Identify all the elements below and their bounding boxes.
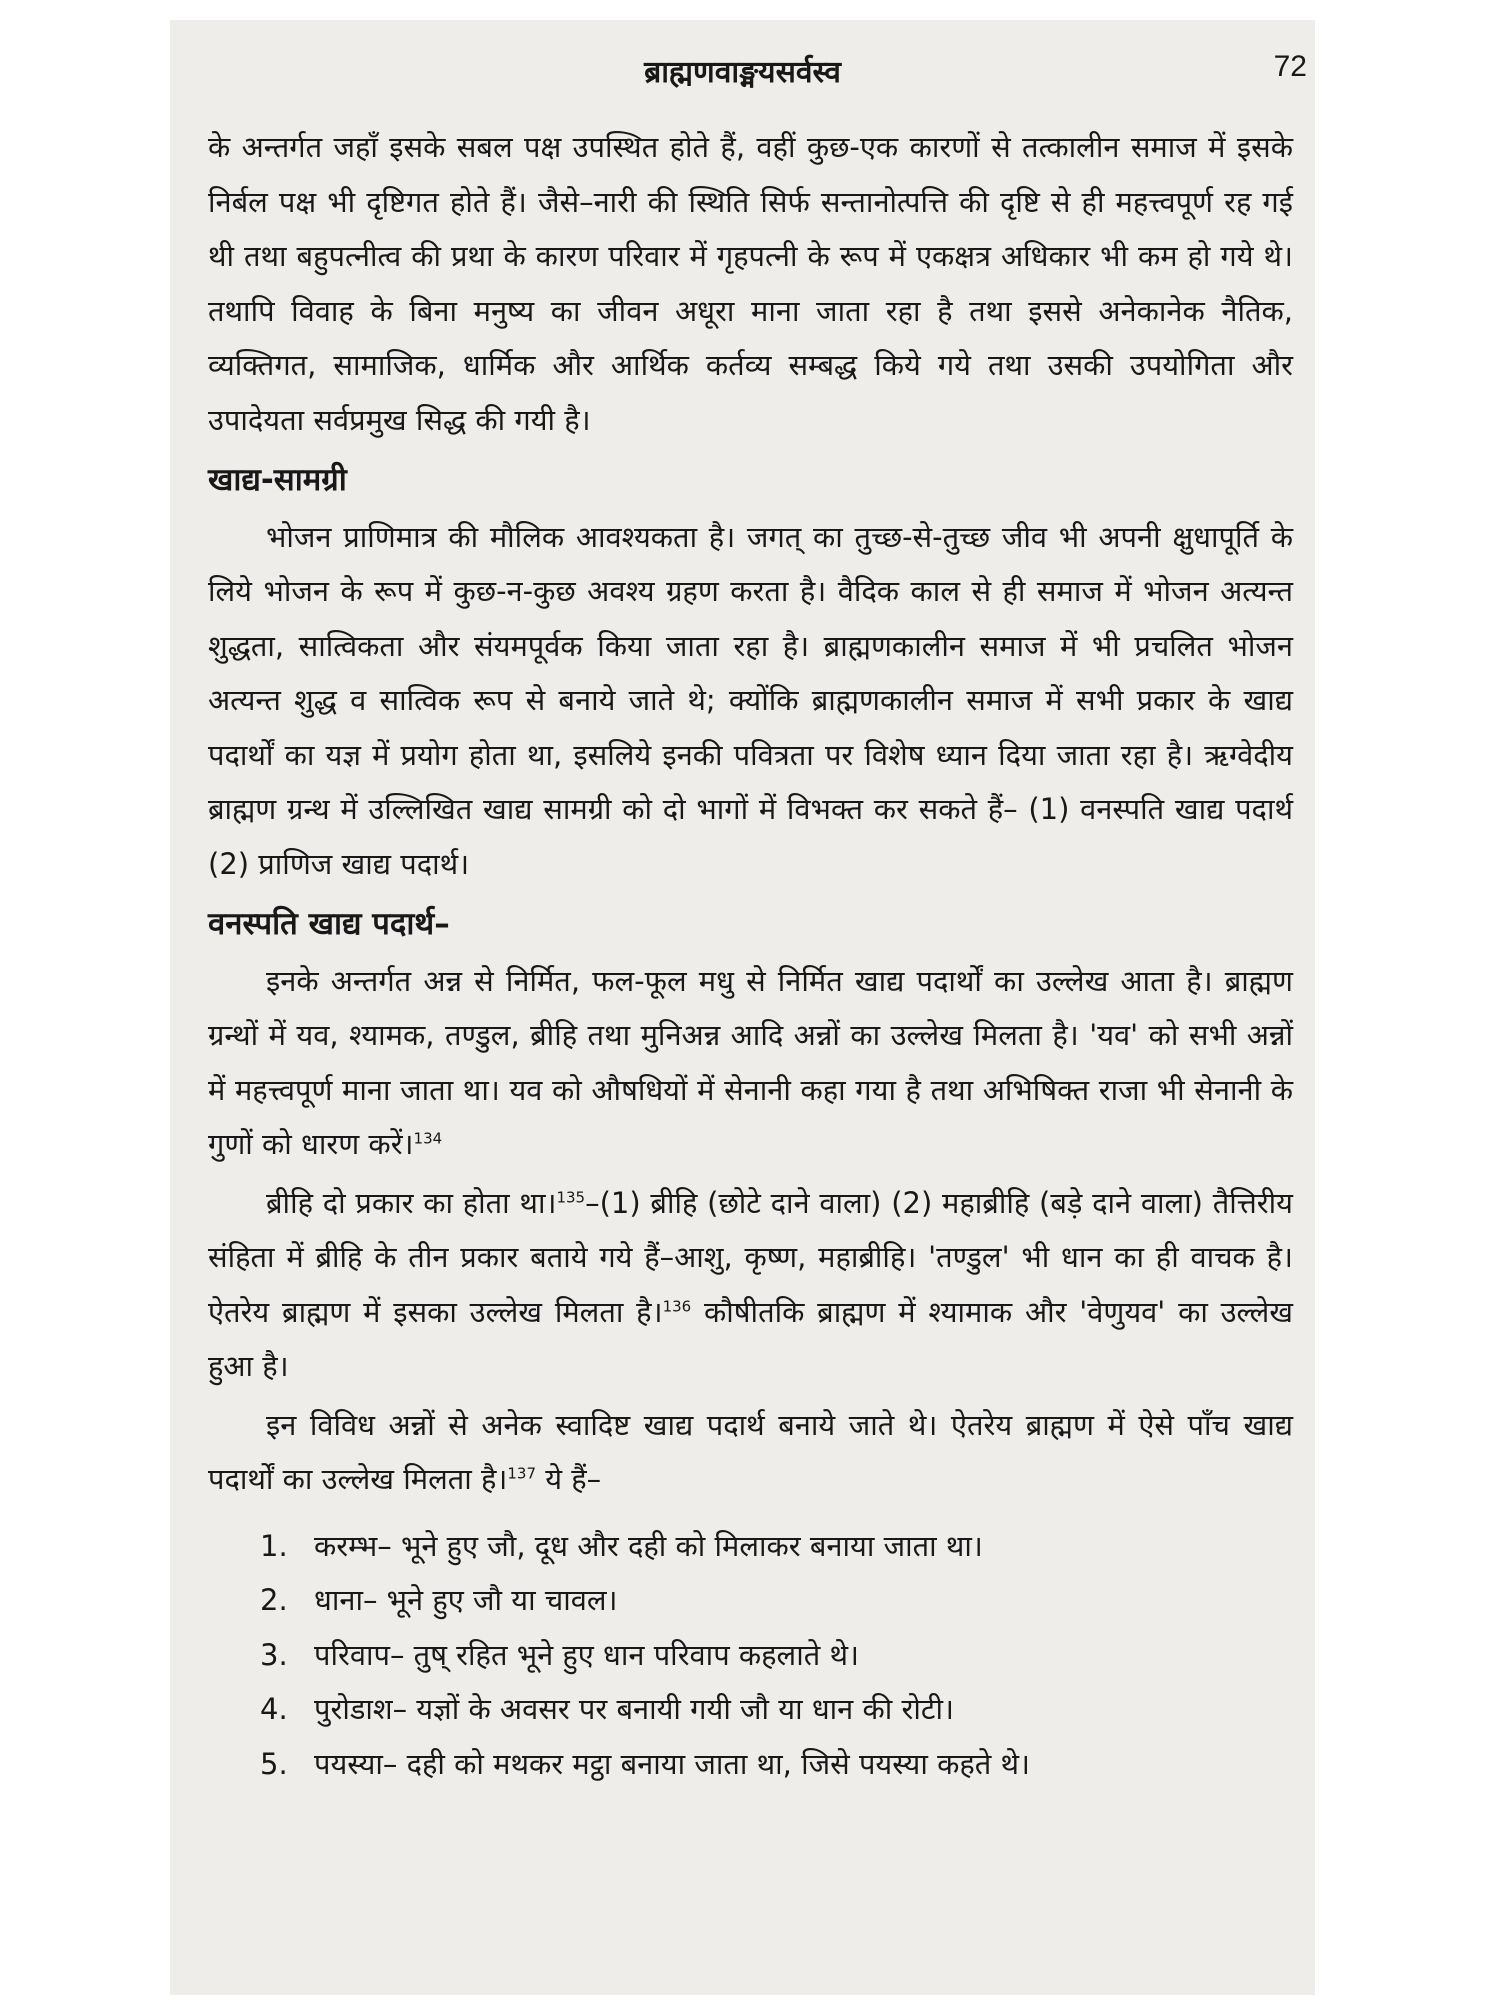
list-item-number: 4. [260, 1692, 288, 1726]
list-item [260, 1628, 1293, 1683]
running-head [170, 50, 1315, 106]
paragraph-text: कौषीतकि ब्राह्मण में श्यामाक और 'वेणुयव' का उल्लेख हुआ है। [208, 1294, 1294, 1383]
list-item-number: 1. [260, 1528, 288, 1563]
vegetable-paragraph-2 [208, 1176, 1293, 1394]
intro-paragraph: के अन्तर्गत जहाँ इसके सबल पक्ष उपस्थित होते हैं, वहीं कुछ-एक कारणों से तत्कालीन समाज में इसके निर्बल पक्ष भी दृष्टिगत होते हैं। जैसे–नारी की स्थिति सिर्फ सन्तानोत्पत्ति की दृष्टि से ही महत्त्वपूर्ण रह गई थी तथा बहुपत्नीत्व की प्रथा के कारण परिवार में गृहपत्नी के रूप में एकक्षत्र अधिकार भी कम हो गये थे। तथापि विवाह के बिना मनुष्य का जीवन अधूरा माना जाता रहा है तथा इससे अनेकानेक नैतिक, व्यक्तिगत, सामाजिक, धार्मिक और आर्थिक कर्तव्य सम्बद्ध किये गये तथा उसकी उपयोगिता और उपादेयता सर्वप्रमुख सिद्ध की गयी है। [208, 130, 1293, 437]
paragraph-text: इन विविध अन्नों से अनेक स्वादिष्ट खाद्य पदार्थ बनाये जाते थे। ऐतरेय ब्राह्मण में ऐसे पाँच खाद्य पदार्थों का उल्लेख मिलता है। [208, 1407, 1293, 1496]
book-page [170, 20, 1315, 1995]
list-item-text: परिवाप– तुष् रहित भूने हुए धान परिवाप कहलाते थे। [314, 1637, 859, 1672]
list-item-text: पयस्या– दही को मथकर मट्ठा बनाया जाता था, जिसे पयस्या कहते थे। [314, 1746, 1031, 1781]
food-items-list [208, 1519, 1293, 1792]
footnote-ref-136: 136 [662, 1296, 692, 1315]
section-heading-food: खाद्य-सामग्री [208, 462, 347, 498]
page-body [208, 120, 1293, 1791]
paragraph-text: ये हैं– [536, 1462, 602, 1496]
vegetable-paragraph-1 [208, 954, 1293, 1172]
list-item-text: पुरोडाश– यज्ञों के अवसर पर बनायी गयी जौ या धान की रोटी। [314, 1692, 954, 1726]
footnote-ref-135: 135 [556, 1187, 586, 1206]
list-item [260, 1519, 1293, 1574]
list-item [260, 1573, 1293, 1628]
vegetable-paragraph-3 [208, 1398, 1293, 1507]
list-item-text: धाना– भूने हुए जौ या चावल। [314, 1583, 618, 1617]
paragraph-text: ब्रीहि दो प्रकार का होता था। [266, 1185, 557, 1220]
list-item-number: 5. [260, 1746, 288, 1781]
running-title: ब्राह्मणवाङ्मयसर्वस्व [644, 55, 841, 90]
list-item-number: 3. [260, 1637, 288, 1672]
paragraph-text: इनके अन्तर्गत अन्न से निर्मित, फल-फूल मधु से निर्मित खाद्य पदार्थों का उल्लेख आता है। ब्राह्मण ग्रन्थों में यव, श्यामक, तण्डुल, ब्रीहि तथा मुनिअन्न आदि अन्नों का उल्लेख मिलता है। 'यव' को सभी अन्नों में महत्त्वपूर्ण माना जाता था। यव को औषधियों में सेनानी कहा गया है तथा अभिषिक्त राजा भी सेनानी के गुणों को धारण करें। [208, 963, 1293, 1161]
food-paragraph: भोजन प्राणिमात्र की मौलिक आवश्यकता है। जगत् का तुच्छ-से-तुच्छ जीव भी अपनी क्षुधापूर्ति के लिये भोजन के रूप में कुछ-न-कुछ अवश्य ग्रहण करता है। वैदिक काल से ही समाज में भोजन अत्यन्त शुद्धता, सात्विकता और संयमपूर्वक किया जाता रहा है। ब्राह्मणकालीन समाज में भी प्रचलित भोजन अत्यन्त शुद्ध व सात्विक रूप से बनाये जाते थे; क्योंकि ब्राह्मणकालीन समाज में सभी प्रकार के खाद्य पदार्थों का यज्ञ में प्रयोग होता था, इसलिये इनकी पवित्रता पर विशेष ध्यान दिया जाता रहा है। ऋग्वेदीय ब्राह्मण ग्रन्थ में उल्लिखित खाद्य सामग्री को दो भागों में विभक्त कर सकते हैं– (1) वनस्पति खाद्य पदार्थ (2) प्राणिज खाद्य पदार्थ। [208, 519, 1293, 881]
list-item [260, 1682, 1293, 1737]
list-item-text: करम्भ– भूने हुए जौ, दूध और दही को मिलाकर बनाया जाता था। [314, 1528, 983, 1563]
list-item-number: 2. [260, 1583, 288, 1617]
footnote-ref-134: 134 [413, 1129, 443, 1148]
footnote-ref-137: 137 [507, 1464, 537, 1483]
paragraph-text: –(1) ब्रीहि (छोटे दाने वाला) (2) महाब्रीहि (बड़े दाने वाला) तैत्तिरीय संहिता में ब्रीहि के तीन प्रकार बताये गये हैं–आशु, कृष्ण, महाब्रीहि। 'तण्डुल' भी धान का ही वाचक है। ऐतरेय ब्राह्मण में इसका उल्लेख मिलता है। [208, 1185, 1293, 1329]
list-item [260, 1737, 1293, 1792]
section-heading-vegetable-food: वनस्पति खाद्य पदार्थ– [208, 906, 450, 942]
page-number: 72 [1273, 50, 1307, 83]
